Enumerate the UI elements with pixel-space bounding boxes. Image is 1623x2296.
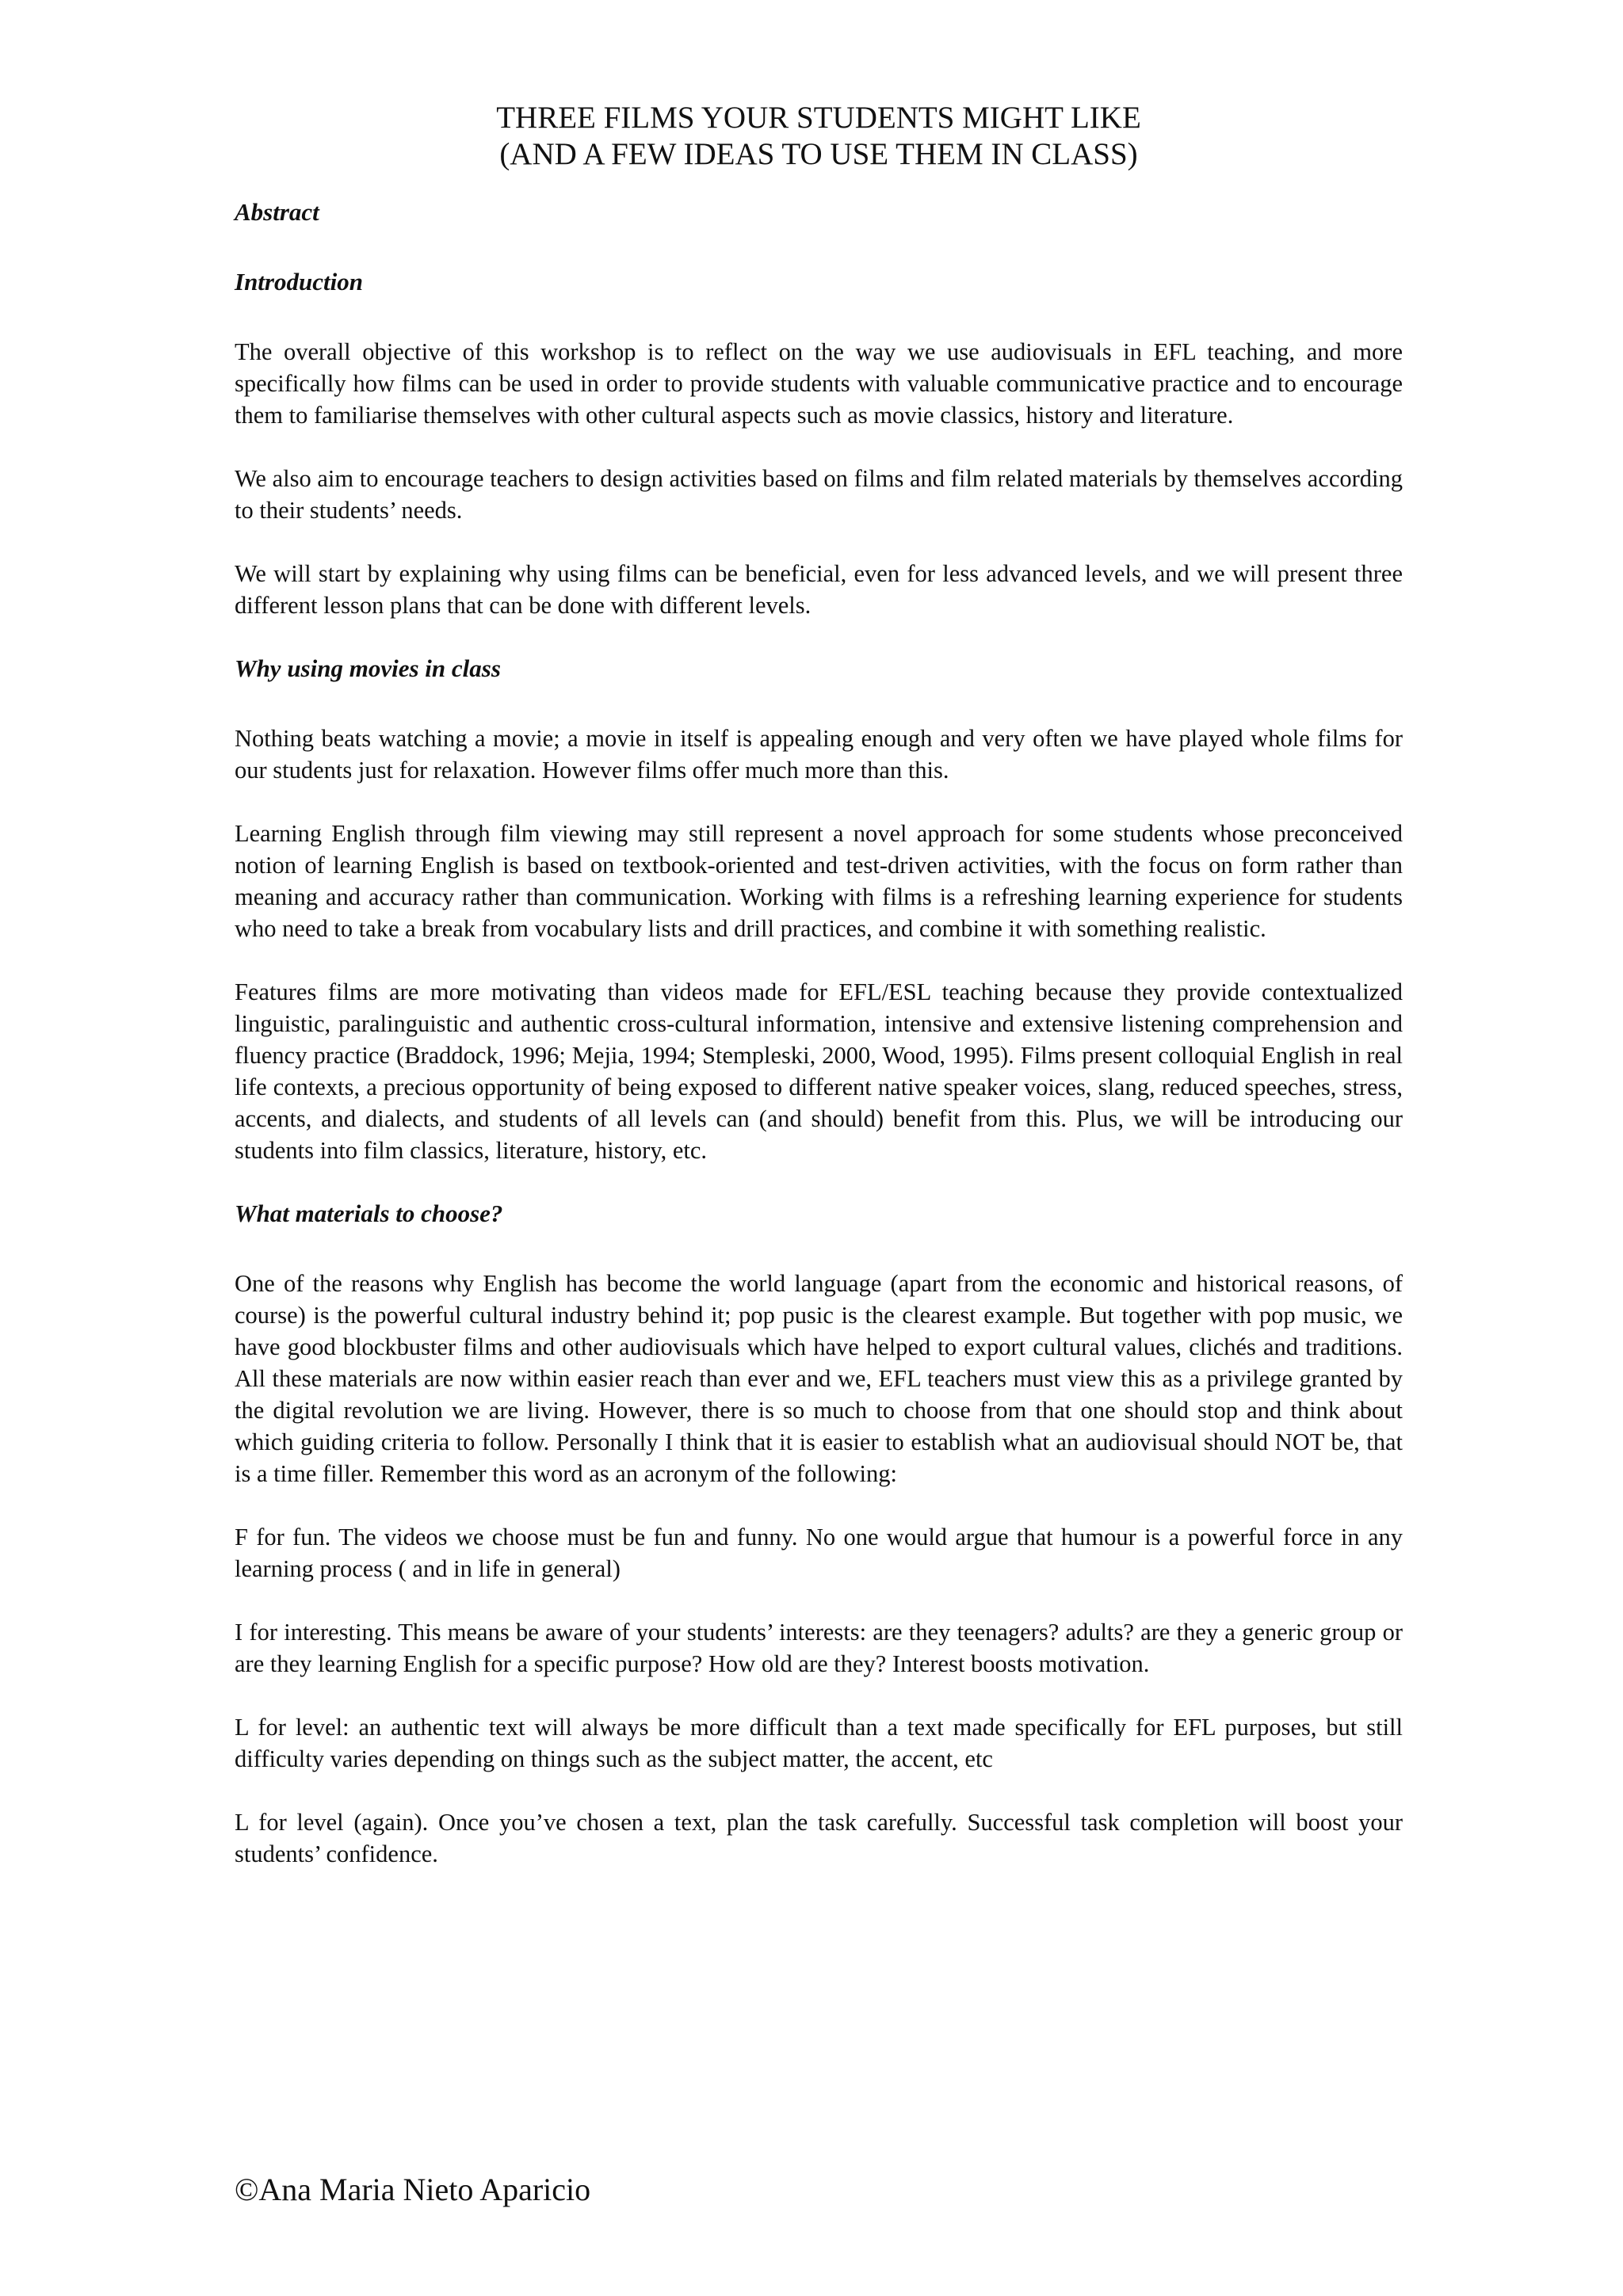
- materials-paragraph-level-again: L for level (again). Once you’ve chosen a text, plan the task carefully. Successful task completion will boost your students’ confidence.: [235, 1809, 1403, 1867]
- materials-paragraph-level: L for level: an authentic text will always be more difficult than a text made specifically for EFL purposes, but still difficulty varies depending on things such as the subject matter, the accent, etc: [235, 1714, 1403, 1772]
- materials-paragraph-fun: F for fun. The videos we choose must be fun and funny. No one would argue that humour is a powerful force in any learning process ( and in life in general): [235, 1524, 1403, 1582]
- heading-abstract: Abstract: [235, 198, 319, 226]
- heading-introduction: Introduction: [235, 268, 363, 296]
- title-line-2: (AND A FEW IDEAS TO USE THEM IN CLASS): [499, 137, 1138, 171]
- why-paragraph-3: Features films are more motivating than videos made for EFL/ESL teaching because they provide contextualized linguistic, paralinguistic and authentic cross-cultural information, intensive and extensive listening comprehension and fluency practice (Braddock, 1996; Mejia, 1994; Stempleski, 2000, Wood, 1995). Films present colloquial English in real life contexts, a precious opportunity of being exposed to different native speaker voices, slang, reduced speeches, stress, accents, and dialects, and students of all levels can (and should) benefit from this. Plus, we will be introducing our students into film classics, literature, history, etc.: [235, 978, 1403, 1164]
- document-page: [235, 100, 1403, 1901]
- intro-paragraph-1: The overall objective of this workshop is to reflect on the way we use audiovisuals in EFL teaching, and more specifically how films can be used in order to provide students with valuable communicative practice and to encourage them to familiarise themselves with other cultural aspects such as movie classics, history and literature.: [235, 338, 1403, 429]
- copyright-footer: ©Ana Maria Nieto Aparicio: [235, 2172, 591, 2207]
- title-line-1: THREE FILMS YOUR STUDENTS MIGHT LIKE: [496, 101, 1141, 135]
- materials-paragraph-interesting: I for interesting. This means be aware of your students’ interests: are they teenagers? adults? are they a generic group or are they learning English for a specific purpose? How old are they? Interest boosts motivation.: [235, 1619, 1403, 1677]
- intro-paragraph-2: We also aim to encourage teachers to design activities based on films and film related materials by themselves according to their students’ needs.: [235, 465, 1403, 524]
- why-paragraph-1: Nothing beats watching a movie; a movie in itself is appealing enough and very often we have played whole films for our students just for relaxation. However films offer much more than this.: [235, 725, 1403, 784]
- heading-why-movies: Why using movies in class: [235, 654, 501, 682]
- materials-paragraph-1: One of the reasons why English has become the world language (apart from the economic and historical reasons, of course) is the powerful cultural industry behind it; pop pusic is the clearest example. But together with pop music, we have good blockbuster films and other audiovisuals which have helped to export cultural values, clichés and traditions. All these materials are now within easier reach than ever and we, EFL teachers must view this as a privilege granted by the digital revolution we are living. However, there is so much to choose from that one should stop and think about which guiding criteria to follow. Personally I think that it is easier to establish what an audiovisual should NOT be, that is a time filler. Remember this word as an acronym of the following:: [235, 1270, 1403, 1487]
- intro-paragraph-3: We will start by explaining why using films can be beneficial, even for less advanced levels, and we will present three different lesson plans that can be done with different levels.: [235, 560, 1403, 619]
- heading-materials: What materials to choose?: [235, 1199, 503, 1227]
- why-paragraph-2: Learning English through film viewing may still represent a novel approach for some students whose preconceived notion of learning English is based on textbook-oriented and test-driven activities, with the focus on form rather than meaning and accuracy rather than communication. Working with films is a refreshing learning experience for students who need to take a break from vocabulary lists and drill practices, and combine it with something realistic.: [235, 820, 1403, 942]
- document-title: [235, 100, 1403, 173]
